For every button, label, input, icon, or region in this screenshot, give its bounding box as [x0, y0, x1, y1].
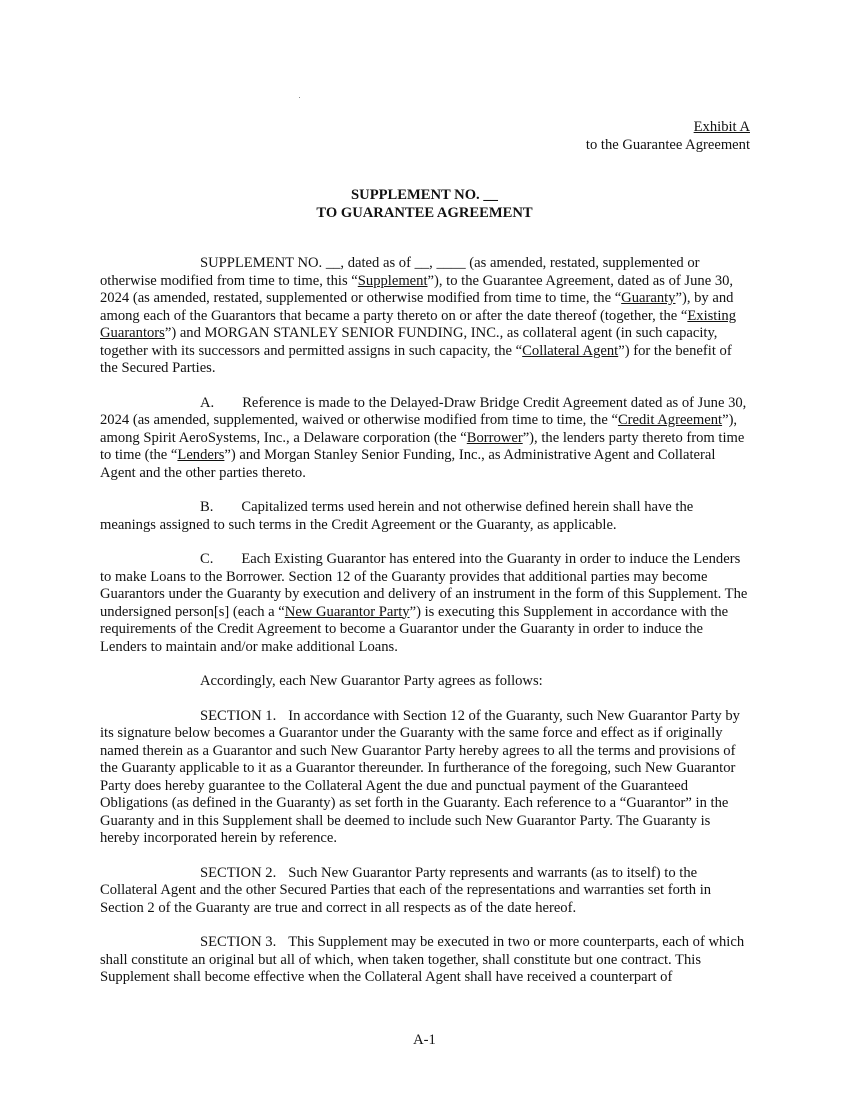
intro-paragraph: SUPPLEMENT NO. __, dated as of __, ____ (as amended, restated, supplemented or otherwise modified from time to time, this “Supplement”), to the Guarantee Agreement, dated as of June 30, 2024 (as amended, restated, supplemented or otherwise modified from time to time, the “Guaranty”), by and among each of the Guarantors that became a party thereto on or after the date thereof (together, the “Existing Guarantors”) and MORGAN STANLEY SENIOR FUNDING, INC., as collateral agent (in such capacity, together with its successors and permitted assigns in such capacity, the “Collateral Agent”) for the benefit of the Secured Parties.: [100, 255, 737, 376]
term-credit-agreement: Credit Agreement: [617, 412, 723, 428]
section-3-label: SECTION 3.: [200, 934, 277, 950]
term-lenders: Lenders: [177, 447, 225, 463]
exhibit-label: Exhibit A: [693, 119, 750, 135]
document-title: [0, 186, 849, 222]
section-1: SECTION 1. In accordance with Section 12 of the Guaranty, such New Guarantor Party by its signature below becomes a Guarantor under the Guaranty with the same force and effect as if originally named therein as a Guarantor and such New Guarantor Party hereby agrees to all the terms and provisions of the Guaranty applicable to it as a Guarantor thereunder. In furtherance of the foregoing, such New Guarantor Party does hereby guarantee to the Collateral Agent the due and punctual payment of the Guaranteed Obligations (as defined in the Guaranty) as set forth in the Guaranty. Each reference to a “Guarantor” in the Guaranty and in this Supplement shall be deemed to include such New Guarantor Party. The Guaranty is hereby incorporated herein by reference.: [100, 707, 740, 846]
term-existing-guarantors: Existing Guarantors: [100, 307, 737, 341]
page-number: A-1: [413, 1032, 436, 1048]
term-supplement: Supplement: [357, 272, 428, 289]
section-3: SECTION 3. This Supplement may be executed in two or more counterparts, each of which shall constitute an original but all of which, when taken together, shall constitute but one contract. This Supplement shall become effective when the Collateral Agent shall have received a counterpart of: [100, 934, 745, 985]
section-1-label: SECTION 1.: [200, 707, 277, 724]
accordingly-paragraph: Accordingly, each New Guarantor Party agrees as follows:: [200, 673, 543, 689]
recital-a: A. Reference is made to the Delayed-Draw Bridge Credit Agreement dated as of June 30, 2024 (as amended, supplemented, waived or otherwise modified from time to time, the “Credit Agreement”), among Spirit AeroSystems, Inc., a Delaware corporation (the “Borrower”), the lenders party thereto from time to time (the “Lenders”) and Morgan Stanley Senior Funding, Inc., as Administrative Agent and Collateral Agent and the other parties thereto.: [100, 394, 747, 481]
section-2-label: SECTION 2.: [200, 864, 277, 881]
exhibit-header: [586, 118, 750, 154]
recital-b-label: B.: [200, 499, 214, 515]
exhibit-subtitle: to the Guarantee Agreement: [585, 137, 750, 153]
term-guaranty: Guaranty: [621, 290, 676, 306]
term-collateral-agent: Collateral Agent: [522, 342, 619, 359]
term-new-guarantor-party: New Guarantor Party: [284, 603, 410, 620]
recital-c-label: C.: [200, 551, 214, 567]
document-body: [100, 255, 752, 987]
recital-c: C. Each Existing Guarantor has entered into the Guaranty in order to induce the Lenders to make Loans to the Borrower. Section 12 of the Guaranty provides that additional parties may become Guarantors under the Guaranty by execution and delivery of an instrument in the form of this Supplement. The undersigned person[s] (each a “New Guarantor Party”) is executing this Supplement in accordance with the requirements of the Credit Agreement to become a Guarantor under the Guaranty in order to induce the Lenders to maintain and/or make additional Loans.: [100, 551, 748, 655]
title-line-2: TO GUARANTEE AGREEMENT: [316, 205, 533, 221]
stray-mark: [299, 97, 300, 98]
section-2: SECTION 2. Such New Guarantor Party represents and warrants (as to itself) to the Collateral Agent and the other Secured Parties that each of the representations and warranties set forth in Section 2 of the Guaranty are true and correct in all respects as of the date hereof.: [100, 864, 712, 916]
recital-b: B. Capitalized terms used herein and not otherwise defined herein shall have the meanings assigned to such terms in the Credit Agreement or the Guaranty, as applicable.: [100, 499, 694, 533]
term-borrower: Borrower: [466, 429, 523, 446]
title-line-1: SUPPLEMENT NO. __: [351, 187, 498, 203]
recital-a-label: A.: [200, 394, 215, 411]
